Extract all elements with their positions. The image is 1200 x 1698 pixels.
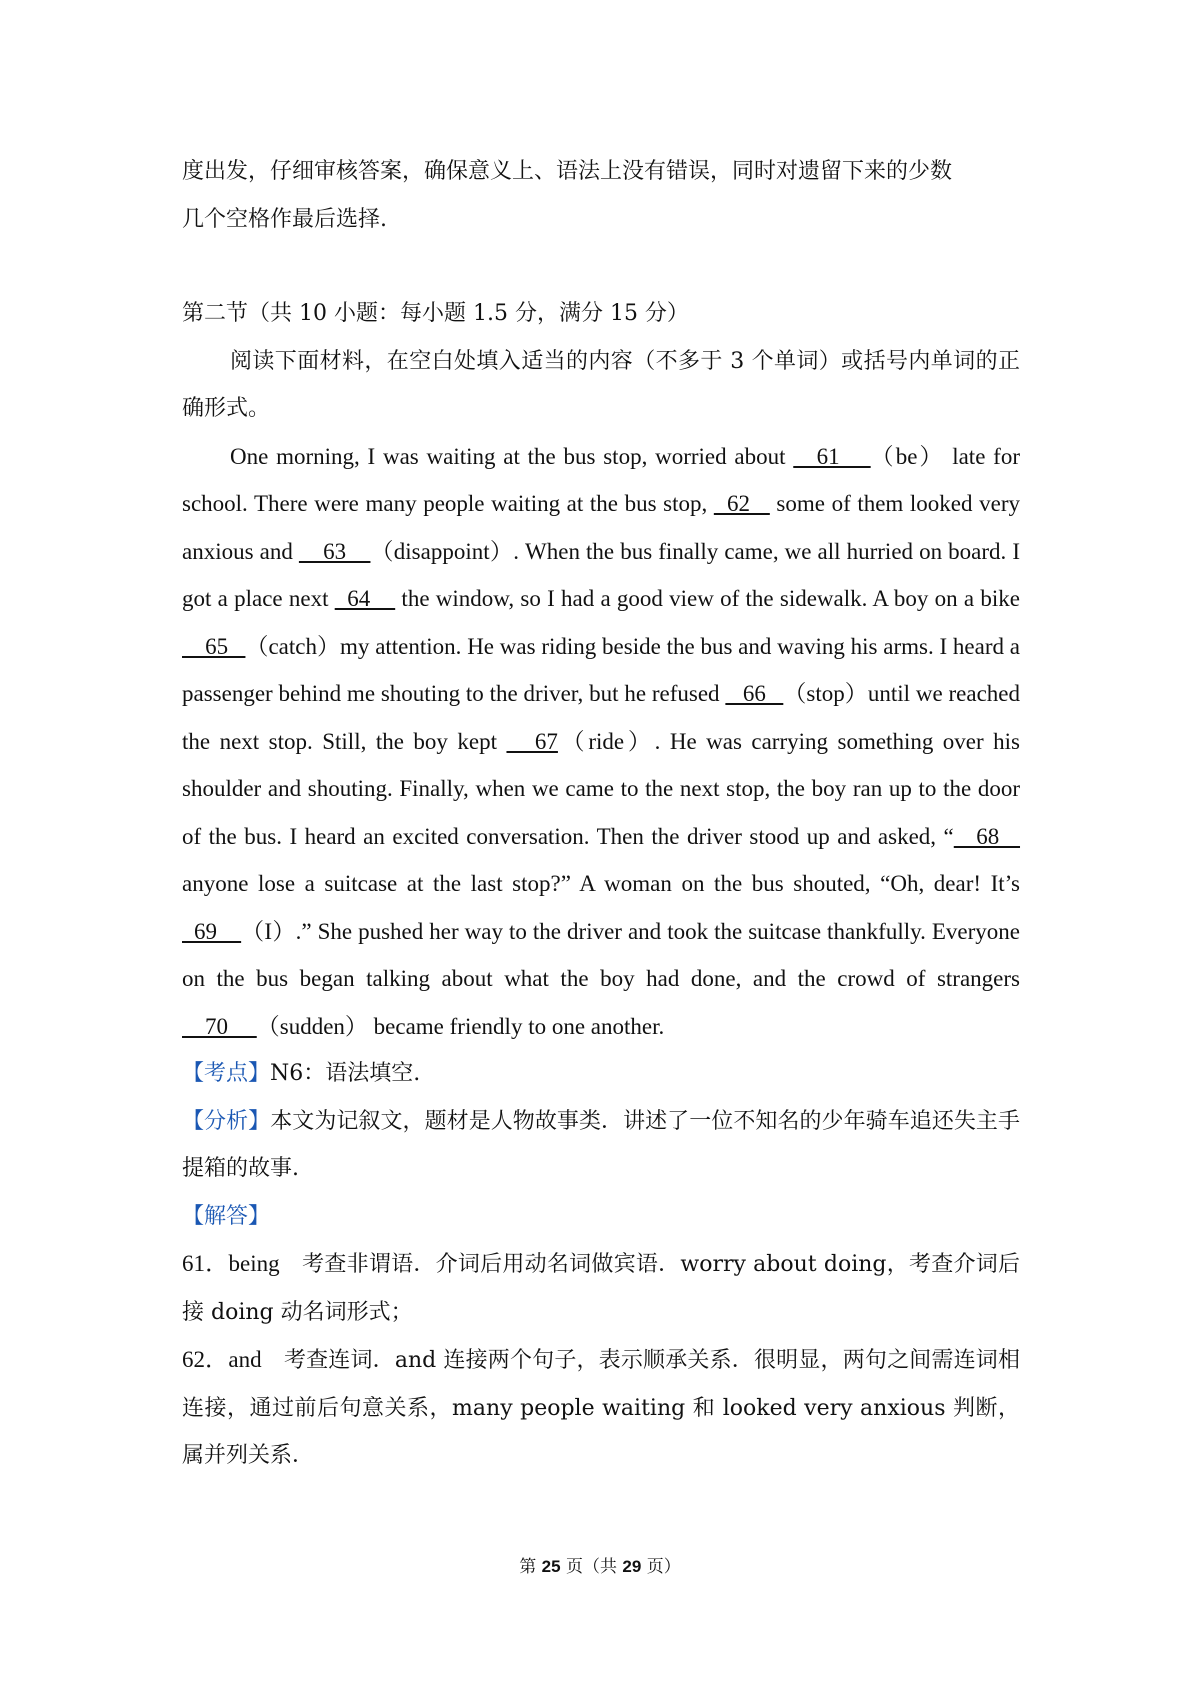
fenxi-tag: 【分析】: [182, 1108, 271, 1134]
blank-69: 69: [182, 918, 242, 944]
footer-post: 页）: [641, 1557, 681, 1577]
fenxi-paragraph: [182, 1098, 1020, 1193]
page-content: [182, 148, 1020, 1480]
passage-text: （catch）my attention. He was riding beside the bus and waving his arms. I heard a passenger behind me shouting to the driver, but he refused: [182, 633, 1020, 706]
passage-text: （disappoint）. When the bus finally came, we all hurried on board. I got a place next: [182, 538, 1021, 611]
passage-text: anyone lose a suitcase at the last stop?” A woman on the bus shouted, “Oh, dear! It’s: [182, 871, 1020, 896]
kaodian-line: [182, 1050, 1020, 1098]
fenxi-text: 本文为记叙文，题材是人物故事类．讲述了一位不知名的少年骑车追还失主手提箱的故事.: [182, 1108, 1020, 1181]
blank-68: 68: [953, 823, 1021, 849]
answer-61: [182, 1240, 1020, 1336]
answer-62: [182, 1336, 1020, 1480]
blank-67: 67: [506, 728, 558, 754]
section-instruction: 阅读下面材料，在空白处填入适当的内容（不多于 3 个单词）或括号内单词的正确形式。: [182, 348, 1020, 421]
answer-number: 62．and: [182, 1347, 262, 1372]
intro-line-1: 度出发，仔细审核答案，确保意义上、语法上没有错误，同时对遗留下来的少数: [182, 159, 953, 184]
passage-text: the window, so I had a good view of the sidewalk. A boy on a bike: [395, 586, 1020, 611]
intro-paragraph: [182, 148, 1020, 243]
page-footer: [0, 1555, 1200, 1579]
jieda-line: [182, 1193, 1020, 1241]
cloze-passage: [182, 433, 1020, 1051]
blank-66: 66: [725, 681, 784, 706]
intro-line-2: 几个空格作最后选择.: [182, 206, 387, 232]
answer-explanation: 考查连词．and 连接两个句子，表示顺承关系．很明显，两句之间需连词相连接，通过前后句意关系，many people waiting 和 looked very anxious 判断，属并列关系．: [182, 1348, 1020, 1468]
jieda-tag: 【解答】: [182, 1203, 271, 1229]
blank-61: 61: [793, 443, 871, 469]
section-heading: 第二节（共 10 小题：每小题 1.5 分，满分 15 分）: [182, 301, 689, 326]
blank-70: 70: [182, 1013, 257, 1039]
blank-64: 64: [334, 586, 396, 611]
passage-text: One morning, I was waiting at the bus stop, worried about: [230, 443, 794, 469]
kaodian-tag: 【考点】: [182, 1061, 271, 1086]
passage-text: （sudden） became friendly to one another.: [256, 1013, 665, 1039]
blank-63: 63: [298, 538, 371, 564]
footer-mid: 页（共: [560, 1557, 623, 1577]
passage-text: （be） late for school. There were many people waiting at the bus stop,: [182, 443, 1020, 516]
answer-explanation: 考查非谓语．介词后用动名词做宾语．worry about doing，考查介词后接 doing 动名词形式；: [182, 1252, 1020, 1325]
passage-text: （stop）until we reached the next stop. Still, the boy kept: [182, 681, 1020, 754]
footer-page-number: 25: [541, 1557, 561, 1576]
passage-text: some of them looked very anxious and: [182, 491, 1020, 564]
passage-text: （ride）. He was carrying something over his shoulder and shouting. Finally, when we came to the next stop, the boy ran up to the door of the bus. I heard an excited conversation. Then the driver stood up and asked, “: [182, 728, 1021, 849]
blank-65: 65: [182, 633, 246, 659]
answer-number: 61．being: [182, 1251, 280, 1276]
passage-text: （I）.” She pushed her way to the driver and took the suitcase thankfully. Everyone on the bus began talking about what the boy had done, and the crowd of strangers: [182, 918, 1020, 991]
paragraph-gap: [182, 243, 1020, 290]
kaodian-text: N6：语法填空.: [270, 1061, 421, 1086]
footer-total-pages: 29: [622, 1557, 642, 1576]
blank-62: 62: [713, 491, 770, 516]
footer-pre: 第: [519, 1557, 542, 1577]
